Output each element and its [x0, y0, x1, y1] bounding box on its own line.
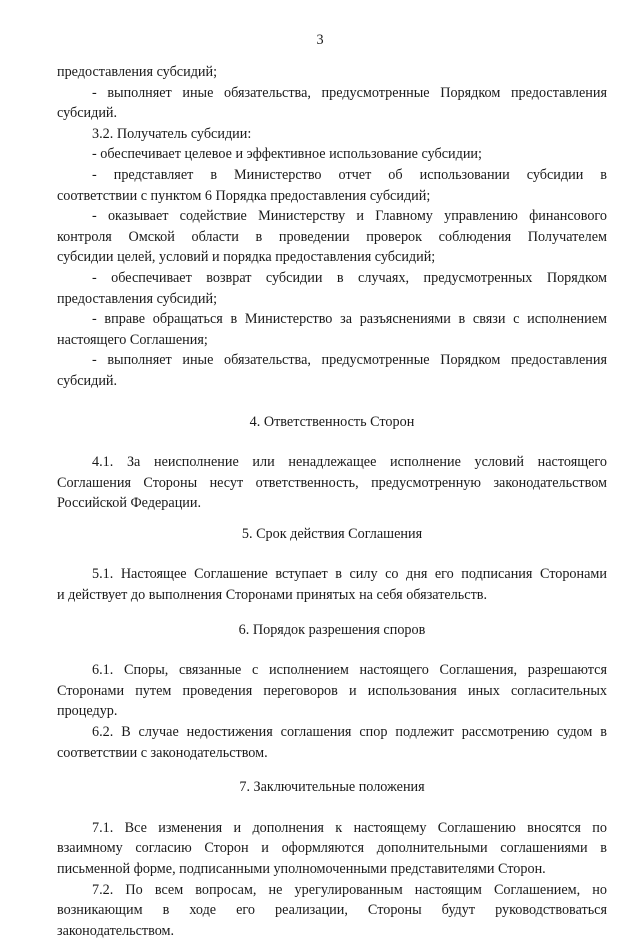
section-heading: 6. Порядок разрешения споров: [238, 621, 426, 638]
text-line: 4.1. За неисполнение или ненадлежащее исполнение условий настоящего: [92, 454, 607, 471]
text-line: субсидии целей, условий и порядка предоставления субсидий;: [57, 249, 436, 266]
text-line: 3.2. Получатель субсидии:: [92, 125, 252, 142]
text-line: процедур.: [57, 703, 118, 720]
text-line: - оказывает содействие Министерству и Главному управлению финансового: [92, 208, 607, 225]
text-line: предоставления субсидий;: [57, 290, 218, 307]
text-line: письменной форме, подписанными уполномоченными представителями Сторон.: [57, 861, 546, 877]
text-line: субсидий.: [57, 372, 118, 389]
text-line: и действует до выполнения Сторонами принятых на себя обязательств.: [57, 587, 488, 604]
text-line: - выполняет иные обязательства, предусмотренные Порядком предоставления: [92, 352, 607, 369]
text-line: предоставления субсидий;: [57, 64, 218, 80]
text-line: - обеспечивает целевое и эффективное использование субсидии;: [92, 146, 482, 163]
text-line: - выполняет иные обязательства, предусмотренные Порядком предоставления: [92, 84, 607, 101]
text-line: Сторонами путем проведения переговоров и использования иных согласительных: [57, 682, 607, 699]
text-line: 7.2. По всем вопросам, не урегулированным настоящим Соглашением, но: [92, 881, 607, 898]
text-line: Российской Федерации.: [57, 495, 202, 512]
text-line: 7.1. Все изменения и дополнения к настоящему Соглашению вносятся по: [92, 819, 607, 836]
section-heading: 7. Заключительные положения: [239, 779, 425, 796]
document-body: [57, 62, 607, 941]
text-line: - представляет в Министерство отчет об использовании субсидии в: [92, 166, 607, 183]
text-line: 6.2. В случае недостижения соглашения спор подлежит рассмотрению судом в: [92, 724, 607, 741]
text-line: Соглашения Стороны несут ответственность, предусмотренную законодательством: [57, 474, 607, 491]
text-line: 5.1. Настоящее Соглашение вступает в силу со дня его подписания Сторонами: [92, 566, 607, 583]
section-heading: 5. Срок действия Соглашения: [241, 525, 423, 542]
text-line: возникающим в ходе его реализации, Стороны будут руководствоваться: [57, 902, 607, 919]
page-number: 3: [316, 32, 324, 48]
text-line: субсидий.: [57, 105, 118, 122]
text-line: - вправе обращаться в Министерство за разъяснениями в связи с исполнением: [92, 311, 607, 328]
text-line: контроля Омской области в проведении проверок соблюдения Получателем: [57, 228, 607, 245]
text-line: соответствии с пунктом 6 Порядка предоставления субсидий;: [57, 187, 431, 204]
text-line: соответствии с законодательством.: [57, 744, 268, 761]
text-line: законодательством.: [57, 922, 175, 939]
text-line: 6.1. Споры, связанные с исполнением настоящего Соглашения, разрешаются: [92, 662, 607, 679]
section-heading: 4. Ответственность Сторон: [249, 413, 415, 430]
text-line: - обеспечивает возврат субсидии в случаях, предусмотренных Порядком: [92, 269, 607, 286]
text-line: взаимному согласию Сторон и оформляются дополнительными соглашениями в: [57, 840, 607, 857]
text-line: настоящего Соглашения;: [57, 331, 208, 348]
